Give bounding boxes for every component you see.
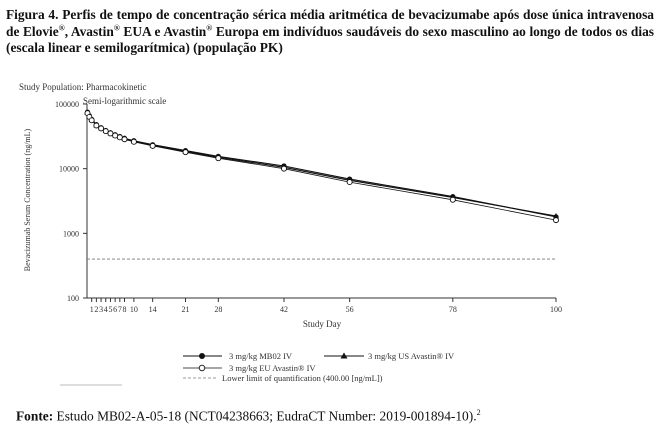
registered-mark-1: ® bbox=[58, 23, 65, 33]
legend bbox=[60, 351, 455, 385]
y-tick-label: 1000 bbox=[63, 229, 79, 239]
data-point bbox=[89, 118, 94, 123]
data-point bbox=[281, 166, 286, 171]
x-tick-label: 100 bbox=[550, 305, 562, 314]
figure-label: Figura 4. bbox=[6, 7, 59, 22]
scale-label: Semi-logarithmic scale bbox=[83, 96, 167, 106]
population-label: Study Population: Pharmacokinetic bbox=[19, 82, 147, 92]
x-tick-label: 10 bbox=[129, 305, 138, 314]
legend-label-mb02: 3 mg/kg MB02 IV bbox=[229, 351, 293, 361]
data-point bbox=[150, 143, 155, 148]
source-text: Estudo MB02-A-05-18 (NCT04238663; EudraCT Number: 2019-001894-10). bbox=[53, 408, 477, 424]
x-tick-label: 8 bbox=[122, 305, 127, 314]
registered-mark-3: ® bbox=[206, 23, 213, 33]
caption-text-3: EUA e Avastin bbox=[119, 23, 207, 39]
caption-text-1: Perfis de tempo de concentração sérica média aritmética de bevacizumabe após dose única intravenosa de Elovie bbox=[6, 7, 654, 39]
caption-text-4: Europa em indivíduos saudáveis do sexo masculino ao longo de todos os dias (escala linear e semilogarítmica) (população PK) bbox=[6, 23, 654, 55]
x-tick-label: 7 bbox=[117, 305, 122, 314]
data-point bbox=[108, 131, 113, 136]
registered-mark-2: ® bbox=[113, 23, 120, 33]
series-line-1 bbox=[88, 113, 557, 216]
legend-label-eu: 3 mg/kg EU Avastin® IV bbox=[229, 363, 316, 373]
data-point bbox=[94, 123, 99, 128]
legend-label-us: 3 mg/kg US Avastin® IV bbox=[368, 351, 455, 361]
data-point bbox=[122, 137, 127, 142]
source-label: Fonte: bbox=[16, 408, 54, 424]
y-axis-label: Bevacizumab Serum Concentration (ng/mL) bbox=[23, 128, 32, 272]
x-tick-label: 28 bbox=[214, 305, 223, 314]
caption-text-2: , Avastin bbox=[64, 23, 114, 39]
x-tick-label: 4 bbox=[103, 305, 108, 314]
data-point bbox=[450, 197, 455, 202]
x-tick-label: 3 bbox=[99, 305, 104, 314]
legend-marker-mb02 bbox=[199, 353, 205, 359]
source-ref: 2 bbox=[476, 408, 481, 417]
x-axis-label: Study Day bbox=[302, 319, 342, 329]
series-line-0 bbox=[88, 112, 557, 217]
data-point bbox=[103, 129, 108, 134]
data-point bbox=[554, 218, 559, 223]
x-tick-label: 6 bbox=[113, 305, 118, 314]
x-tick-label: 2 bbox=[94, 305, 99, 314]
series-line-2 bbox=[88, 113, 557, 220]
legend-marker-eu bbox=[199, 365, 205, 371]
source-note bbox=[16, 408, 481, 424]
legend-label-lloq: Lower limit of quantification (400.00 [ng/mL]) bbox=[222, 373, 383, 383]
y-tick-label: 100 bbox=[67, 294, 79, 303]
x-tick-label: 56 bbox=[345, 305, 354, 314]
data-point bbox=[183, 150, 188, 155]
data-point bbox=[99, 126, 104, 131]
x-tick-label: 21 bbox=[181, 305, 190, 314]
x-tick-label: 14 bbox=[148, 305, 157, 314]
data-point bbox=[131, 139, 136, 144]
x-tick-label: 42 bbox=[279, 305, 288, 314]
x-tick-label: 78 bbox=[448, 305, 457, 314]
data-point bbox=[347, 180, 352, 185]
y-tick-label: 10000 bbox=[59, 164, 79, 174]
y-tick-label: 100000 bbox=[55, 100, 79, 109]
x-tick-label: 5 bbox=[108, 305, 113, 314]
x-tick-label: 1 bbox=[89, 305, 94, 314]
data-point bbox=[216, 156, 221, 161]
